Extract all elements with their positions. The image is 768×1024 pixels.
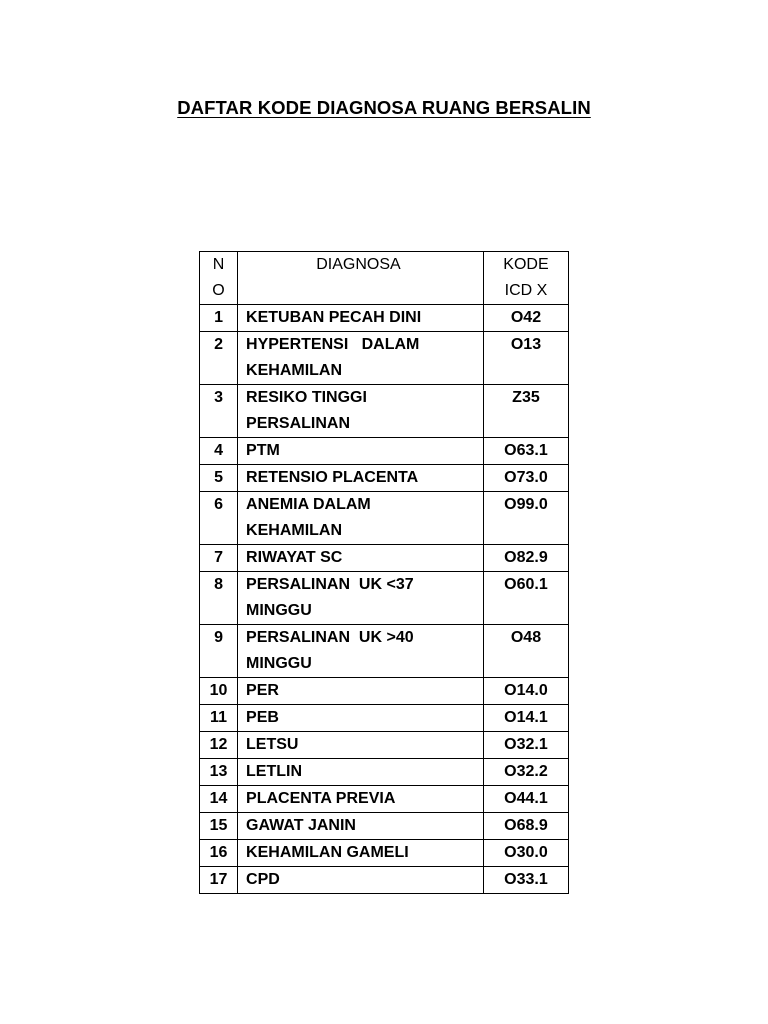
row-no: 8 xyxy=(200,572,238,625)
table-body xyxy=(200,305,569,894)
row-diagnosa xyxy=(238,840,484,867)
row-diagnosa xyxy=(238,545,484,572)
diagnosis-code-table xyxy=(199,251,569,894)
row-no: 15 xyxy=(200,813,238,840)
row-diagnosa-line1: PTM xyxy=(246,442,280,459)
page-title: DAFTAR KODE DIAGNOSA RUANG BERSALIN xyxy=(177,97,591,118)
row-no: 13 xyxy=(200,759,238,786)
table-row xyxy=(200,678,569,705)
row-kode: O60.1 xyxy=(483,572,568,625)
table-row xyxy=(200,732,569,759)
row-kode: O48 xyxy=(483,625,568,678)
row-diagnosa-line1: KETUBAN PECAH DINI xyxy=(246,309,422,326)
header-no-line2: O xyxy=(212,282,225,299)
table-row xyxy=(200,786,569,813)
table-row xyxy=(200,572,569,625)
row-diagnosa-line1: PER xyxy=(246,682,279,699)
row-no: 11 xyxy=(200,705,238,732)
row-kode: O68.9 xyxy=(483,813,568,840)
row-diagnosa xyxy=(238,705,484,732)
header-diagnosa-label: DIAGNOSA xyxy=(316,256,401,273)
table-row xyxy=(200,545,569,572)
row-diagnosa xyxy=(238,492,484,545)
row-diagnosa xyxy=(238,813,484,840)
row-diagnosa-line1: KEHAMILAN GAMELI xyxy=(246,844,409,861)
row-diagnosa-line1: RESIKO TINGGI xyxy=(246,389,367,406)
row-diagnosa-line1: LETSU xyxy=(246,736,299,753)
row-kode: O44.1 xyxy=(483,786,568,813)
row-diagnosa-line1: HYPERTENSI DALAM xyxy=(246,336,420,353)
row-no: 16 xyxy=(200,840,238,867)
row-diagnosa-line2: PERSALINAN xyxy=(246,415,351,432)
row-diagnosa xyxy=(238,385,484,438)
row-diagnosa-line2: MINGGU xyxy=(246,602,312,619)
row-diagnosa xyxy=(238,625,484,678)
row-no: 3 xyxy=(200,385,238,438)
row-kode: O73.0 xyxy=(483,465,568,492)
table-row xyxy=(200,492,569,545)
row-kode: O13 xyxy=(483,332,568,385)
table-row xyxy=(200,438,569,465)
row-no: 14 xyxy=(200,786,238,813)
table-row xyxy=(200,305,569,332)
row-diagnosa xyxy=(238,305,484,332)
row-diagnosa-line1: LETLIN xyxy=(246,763,303,780)
row-diagnosa-line1: RETENSIO PLACENTA xyxy=(246,469,419,486)
table-row xyxy=(200,705,569,732)
header-diagnosa xyxy=(238,252,484,305)
row-diagnosa-line1: PERSALINAN UK >40 xyxy=(246,629,414,646)
row-diagnosa xyxy=(238,867,484,894)
table-row xyxy=(200,332,569,385)
row-kode: O30.0 xyxy=(483,840,568,867)
row-kode: O99.0 xyxy=(483,492,568,545)
header-no xyxy=(200,252,238,305)
row-diagnosa xyxy=(238,438,484,465)
table-row xyxy=(200,759,569,786)
table-row xyxy=(200,385,569,438)
row-no: 6 xyxy=(200,492,238,545)
row-no: 1 xyxy=(200,305,238,332)
row-no: 9 xyxy=(200,625,238,678)
row-diagnosa-line1: PEB xyxy=(246,709,279,726)
table-row xyxy=(200,625,569,678)
row-kode: O14.1 xyxy=(483,705,568,732)
row-diagnosa-line1: GAWAT JANIN xyxy=(246,817,356,834)
table-row xyxy=(200,813,569,840)
header-kode xyxy=(483,252,568,305)
row-kode: O32.1 xyxy=(483,732,568,759)
row-kode: O63.1 xyxy=(483,438,568,465)
row-diagnosa-line2: KEHAMILAN xyxy=(246,522,343,539)
row-kode: O14.0 xyxy=(483,678,568,705)
row-no: 2 xyxy=(200,332,238,385)
row-no: 17 xyxy=(200,867,238,894)
row-diagnosa-line1: PLACENTA PREVIA xyxy=(246,790,396,807)
header-kode-line2: ICD X xyxy=(504,282,548,299)
header-no-line1: N xyxy=(212,256,225,273)
row-diagnosa xyxy=(238,465,484,492)
table-row xyxy=(200,840,569,867)
row-no: 7 xyxy=(200,545,238,572)
row-diagnosa-line1: RIWAYAT SC xyxy=(246,549,343,566)
row-no: 4 xyxy=(200,438,238,465)
row-diagnosa xyxy=(238,572,484,625)
row-diagnosa xyxy=(238,759,484,786)
table-header-row xyxy=(200,252,569,305)
table-row xyxy=(200,465,569,492)
row-diagnosa-line2: KEHAMILAN xyxy=(246,362,343,379)
row-kode: O42 xyxy=(483,305,568,332)
row-diagnosa xyxy=(238,332,484,385)
row-diagnosa xyxy=(238,732,484,759)
row-diagnosa xyxy=(238,678,484,705)
row-kode: O33.1 xyxy=(483,867,568,894)
row-diagnosa-line1: PERSALINAN UK <37 xyxy=(246,576,414,593)
row-kode: Z35 xyxy=(483,385,568,438)
row-diagnosa-line2: MINGGU xyxy=(246,655,312,672)
row-diagnosa-line1: CPD xyxy=(246,871,280,888)
row-no: 10 xyxy=(200,678,238,705)
table-row xyxy=(200,867,569,894)
row-no: 5 xyxy=(200,465,238,492)
row-diagnosa-line1: ANEMIA DALAM xyxy=(246,496,371,513)
header-kode-line1: KODE xyxy=(503,256,549,273)
row-diagnosa xyxy=(238,786,484,813)
row-kode: O82.9 xyxy=(483,545,568,572)
row-no: 12 xyxy=(200,732,238,759)
row-kode: O32.2 xyxy=(483,759,568,786)
